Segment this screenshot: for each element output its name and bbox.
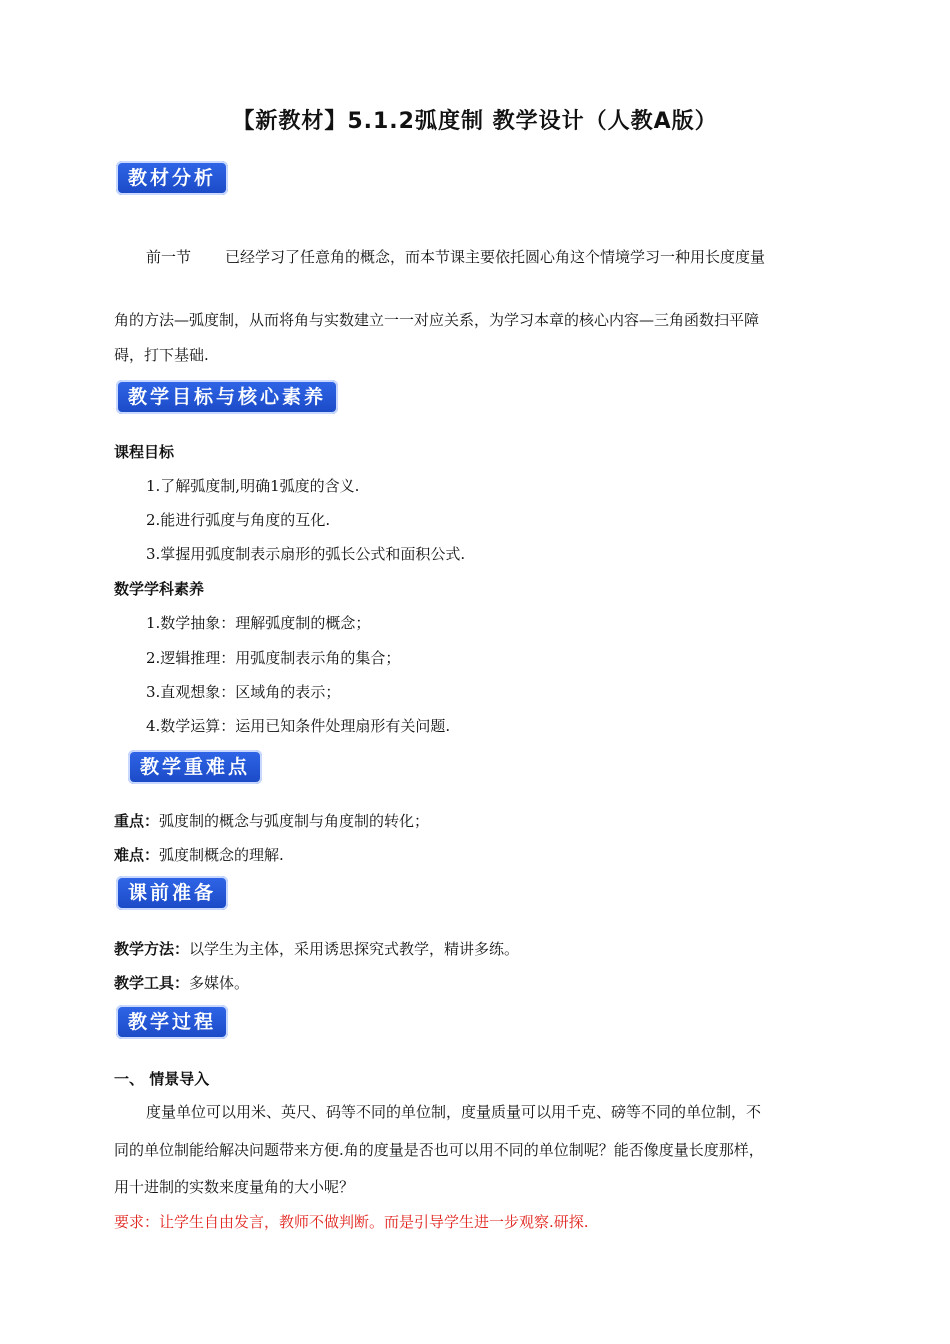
course-goal-item: 1.了解弧度制,明确1弧度的含义. xyxy=(146,477,360,495)
literacy-item: 3.直观想象：区域角的表示； xyxy=(146,683,341,701)
literacy-item: 1.数学抽象：理解弧度制的概念； xyxy=(146,614,371,632)
section-badge-process: 教学过程 xyxy=(116,1005,228,1039)
step1-heading: 一、 情景导入 xyxy=(114,1070,210,1088)
teaching-tool-label: 教学工具： xyxy=(114,974,190,992)
key-point-label: 重点： xyxy=(114,812,160,830)
teaching-method-text: 以学生为主体，采用诱思探究式教学，精讲多练。 xyxy=(189,940,520,958)
literacy-item: 2.逻辑推理：用弧度制表示角的集合； xyxy=(146,649,401,667)
section-badge-keypoints: 教学重难点 xyxy=(128,750,262,784)
document-title: 【新教材】5.1.2弧度制 教学设计（人教A版） xyxy=(232,109,718,134)
difficulty-text: 弧度制概念的理解. xyxy=(159,846,284,864)
course-goal-item: 2.能进行弧度与角度的互化. xyxy=(146,511,331,529)
teaching-method-line xyxy=(114,938,519,960)
requirement-note: 要求：让学生自由发言，教师不做判断。而是引导学生进一步观察.研探. xyxy=(114,1213,589,1231)
literacy-heading: 数学学科素养 xyxy=(114,580,205,598)
analysis-core-text: 已经学习了任意角的概念，而本节课主要依托圆心角 xyxy=(225,248,571,266)
intro-paragraph-line2: 同的单位制能给解决问题带来方便.角的度量是否也可以用不同的单位制呢？能否像度量长度那样， xyxy=(114,1141,764,1159)
difficulty-line xyxy=(114,844,284,866)
section-badge-goals: 教学目标与核心素养 xyxy=(116,380,338,414)
section-badge-prep: 课前准备 xyxy=(116,876,228,910)
analysis-prev-section: 前一节 xyxy=(146,248,192,266)
teaching-tool-text: 多媒体。 xyxy=(189,974,250,992)
course-goals-heading: 课程目标 xyxy=(114,443,175,461)
analysis-paragraph-line1 xyxy=(146,246,765,268)
difficulty-label: 难点： xyxy=(114,846,160,864)
key-point-text: 弧度制的概念与弧度制与角度制的转化； xyxy=(159,812,430,830)
intro-paragraph-line3: 用十进制的实数来度量角的大小呢？ xyxy=(114,1178,355,1196)
teaching-method-label: 教学方法： xyxy=(114,940,190,958)
key-point-line xyxy=(114,810,429,832)
section-badge-analysis: 教材分析 xyxy=(116,161,228,195)
intro-paragraph-line1: 度量单位可以用米、英尺、码等不同的单位制，度量质量可以用千克、磅等不同的单位制，不 xyxy=(146,1103,762,1121)
literacy-item: 4.数学运算：运用已知条件处理扇形有关问题. xyxy=(146,717,451,735)
teaching-tool-line xyxy=(114,972,249,994)
analysis-tail-text: 这个情境学习一种用长度度量 xyxy=(570,248,766,266)
course-goal-item: 3.掌握用弧度制表示扇形的弧长公式和面积公式. xyxy=(146,545,466,563)
analysis-paragraph-line3: 碍，打下基础. xyxy=(114,346,209,364)
analysis-paragraph-line2: 角的方法—弧度制，从而将角与实数建立一一对应关系，为学习本章的核心内容—三角函数扫平障 xyxy=(114,311,760,329)
